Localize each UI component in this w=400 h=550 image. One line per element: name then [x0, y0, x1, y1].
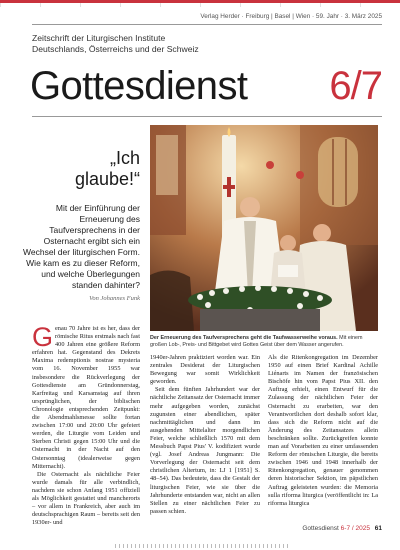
footer-issue: 6-7 / 2025 [340, 525, 370, 532]
bottom-registration-marks [115, 544, 290, 548]
article-column-2 [150, 354, 260, 516]
article-paragraph [32, 322, 140, 471]
issue-number: 6/7 [329, 64, 382, 108]
masthead-divider [32, 116, 382, 117]
subtitle-line-2: Deutschlands, Österreichs und der Schweiz [32, 44, 199, 54]
photo-illustration [150, 125, 378, 331]
journal-subtitle [32, 33, 352, 55]
crop-marks [0, 3, 400, 7]
article-column-1 [32, 322, 140, 527]
paragraph-text: enau 70 Jahre ist es her, dass der römische Ritus erstmals nach fast 400 Jahren eine größere Reform erfahren hat. Gegenstand des Dekrets Maxima redemptionis nostrae mysteria vom 16. November 1955 war insbesondere die Rückverlegung der Gottesdienste am Gründonnerstag, Karfreitag und Karsamstag auf ihren ursprünglichen, der biblischen Chronologie entsprechenden Zeitpunkt: die Abendmahlsmesse sollte fortan zwischen 17:00 und 20:00 Uhr gefeiert werden, die Liturgie vom Leiden und Sterben Christi gegen 15:00 Uhr und die Osternacht in der Nacht auf den Ostersonntag (idealerweise gegen Mitternacht). [32, 325, 140, 470]
magazine-masthead: Gottesdienst [30, 64, 248, 108]
pullquote-title: „Ich glaube!“ [74, 148, 140, 189]
page-footer [302, 525, 382, 532]
drop-cap: G [32, 322, 54, 352]
article-paragraph: Seit dem fünften Jahrhundert war der nächtliche Zeitansatz der Osternacht immer mehr aufgegeben worden, zunächst zugunsten einer abendlichen, später nachmittäglichen und dann im ausgehenden Mittelalter morgendlichen Feier, welche schließlich 1570 mit dem Messbuch Papst Pius' V. kodifiziert wurde (vgl. Josef Andreas Jungmann: Die Vorverlegung der Osternacht seit dem christlichen Altertum, in: LJ 1 [1951] S. 48–54). Das bedeutete, dass die Gestalt der liturgischen Feier, wie sie über die Jahrhunderte entstanden war, nicht an allen Stellen zu einer nächtlichen Feier zu passen schien. [150, 386, 260, 515]
article-paragraph: Die Osternacht als nächtliche Feier wurde damals für alle verbindlich, nachdem sie schon Anfang 1951 offiziell als Möglichkeit gestattet und mancherorts – vor allem in Frankreich, aber auch im deutschsprachigen Raum – bereits seit den 1930er- und [32, 470, 140, 527]
article-photo [150, 125, 378, 331]
article-column-3 [268, 354, 378, 508]
pullquote-body: Mit der Einführung der Erneuerung des Taufversprechens in der Osternacht ergibt sich ein Wechsel der liturgischen Form. Wie kam es zu dieser Reform, und welche Überlegungen standen dahinter? [23, 203, 140, 290]
header-divider [32, 24, 382, 25]
page-number: 61 [374, 525, 382, 532]
footer-magazine: Gottesdienst [302, 525, 339, 532]
article-paragraph: Als die Ritenkongregation im Dezember 1950 auf einen Brief Kardinal Achille Liénarts im Namen der französischen Bischöfe hin vom Papst Pius XII. den Auftrag erhielt, einen Entwurf für die Zulassung der nächtlichen Feier der Osternacht zu erarbeiten, war den Verantwortlichen dort deshalb sofort klar, dass sich die Reform nicht auf die Änderung des Zeitansatzes allein beschränken sollte. Zurückgreifen konnte man auf Vorarbeiten zu einer umfassenden Reform der römischen Liturgie, die bereits zwischen 1946 und 1948 innerhalb der Ritenkongregation, genauer genommen deren historischer Sektion, im päpstlichen Auftrag geleisteten wurden: die Memoria sulla riforma liturgica (veröffentlicht in: La riforma liturgica [268, 354, 378, 507]
photo-caption [150, 335, 378, 349]
caption-lead: Der Erneuerung des Taufversprechens geht die Taufwasserweihe voraus. [150, 335, 338, 341]
publisher-meta-line: Verlag Herder · Freiburg | Basel | Wien · 59. Jahr · 3. März 2025 [200, 13, 382, 20]
subtitle-line-1: Zeitschrift der Liturgischen Institute [32, 33, 166, 43]
article-paragraph: 1940er-Jahren praktiziert worden war. Ein zentrales Desiderat der Liturgischen Bewegung war somit Wirklichkeit geworden. [150, 354, 260, 386]
article-author: Von Johannes Funk [89, 295, 140, 302]
caption-text: Mit einem großen Lob-, Preis- und Bittgebet wird Gottes Geist über dem Wasser angerufen. [150, 335, 363, 348]
